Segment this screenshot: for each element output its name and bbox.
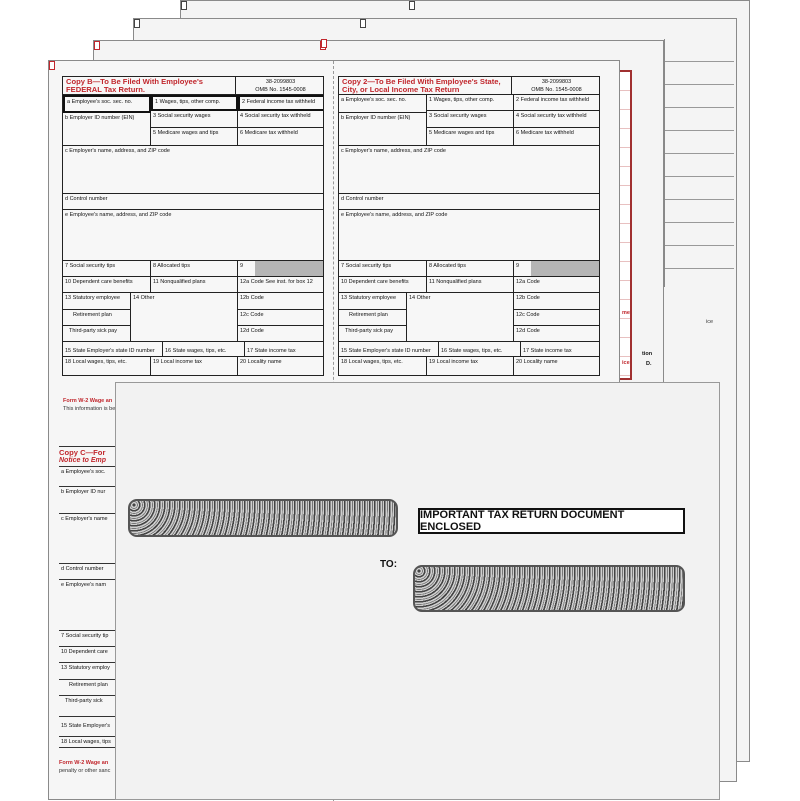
box-4[interactable]: 4 Social security tax withheld [238,111,324,128]
third-party-sick-pay[interactable]: Third-party sick pay [63,326,131,342]
box-e[interactable]: e Employee's name, address, and ZIP code [63,210,324,261]
box-3[interactable]: 3 Social security wages [427,111,514,128]
copy-c-row[interactable]: Third-party sick [59,695,119,706]
box-a[interactable]: a Employee's soc. sec. no. [339,95,427,113]
copy-c-row[interactable]: 13 Statutory employ [59,662,119,673]
copy-c-subtitle: Notice to Emp [59,457,107,464]
box-c[interactable]: c Employer's name, address, and ZIP code [339,146,600,194]
box-12c[interactable]: 12c Code [238,310,324,326]
box-10[interactable]: 10 Dependent care benefits [339,277,427,293]
box-12c[interactable]: 12c Code [514,310,600,326]
box-a[interactable]: a Employee's soc. sec. no. [63,95,151,113]
copy-c-row[interactable]: a Employee's soc. [59,466,119,477]
box-14[interactable]: 14 Other [407,293,514,342]
box-12a[interactable]: 12a Code [514,277,600,293]
box-e[interactable]: e Employee's name, address, and ZIP code [339,210,600,261]
form-footer: Form W-2 Wage an [63,398,113,404]
box-12a[interactable]: 12a Code See inst. for box 12 [238,277,324,293]
box-16[interactable]: 16 State wages, tips, etc. [163,342,245,357]
copy-c-footer: Form W-2 Wage an [59,760,109,766]
copy-c-row[interactable]: e Employee's nam [59,579,119,590]
tax-document-notice: IMPORTANT TAX RETURN DOCUMENT ENCLOSED [418,508,685,534]
copy-c-title: Copy C—For [59,446,119,457]
to-label: TO: [380,559,398,570]
box-20[interactable]: 20 Locality name [238,357,324,376]
box-5[interactable]: 5 Medicare wages and tips [151,128,238,146]
recipient-address-window [413,565,685,612]
copy-c-row[interactable]: c Employer's name [59,513,119,524]
copy-c-row[interactable]: 7 Social security tip [59,630,119,641]
copy-b-form [62,76,324,376]
box-1[interactable]: 1 Wages, tips, other comp. [427,95,514,111]
box-4[interactable]: 4 Social security tax withheld [514,111,600,128]
alignment-mark [49,61,55,70]
copy-2-form [338,76,600,376]
box-19[interactable]: 19 Local income tax [427,357,514,376]
box-9: 9 [238,261,324,277]
omb-block [512,77,600,95]
copy-c-row[interactable]: Retirement plan [59,679,119,690]
box-6[interactable]: 6 Medicare tax withheld [514,128,600,146]
alignment-mark [181,1,187,10]
security-envelope [115,382,720,800]
side-text: tion [642,351,653,357]
omb-number: OMB No. 1545-0008 [255,87,306,93]
side-text: ice [622,360,630,366]
copy-c-row[interactable]: b Employer ID nur [59,486,119,497]
box-15[interactable]: 15 State Employer's state ID number [339,342,439,357]
form-lines [664,39,734,287]
box-d[interactable]: d Control number [63,194,324,210]
form-footer-note: This information is be [63,406,116,412]
box-2[interactable]: 2 Federal income tax withheld [514,95,600,111]
copy-2-title: Copy 2—To Be Filed With Employee's State, City, or Local Income Tax Return [339,77,512,95]
box-15[interactable]: 15 State Employer's state ID number [63,342,163,357]
box-12d[interactable]: 12d Code [514,326,600,342]
box-c[interactable]: c Employer's name, address, and ZIP code [63,146,324,194]
red-form-edge [620,70,632,380]
box-7[interactable]: 7 Social security tips [339,261,427,277]
box-13[interactable]: 13 Statutory employee [339,293,407,310]
copy-b-title: Copy B—To Be Filed With Employee's FEDERAL Tax Return. [63,77,236,95]
box-10[interactable]: 10 Dependent care benefits [63,277,151,293]
side-text: me [622,310,630,316]
box-19[interactable]: 19 Local income tax [151,357,238,376]
alignment-mark [94,41,100,50]
box-2[interactable]: 2 Federal income tax withheld [238,95,324,111]
box-11[interactable]: 11 Nonqualified plans [151,277,238,293]
box-20[interactable]: 20 Locality name [514,357,600,376]
omb-number: OMB No. 1545-0008 [531,87,582,93]
box-11[interactable]: 11 Nonqualified plans [427,277,514,293]
retirement-plan[interactable]: Retirement plan [63,310,131,326]
box-3[interactable]: 3 Social security wages [151,111,238,128]
box-8[interactable]: 8 Allocated tips [151,261,238,277]
box-17[interactable]: 17 State income tax [521,342,600,357]
copy-c-row[interactable]: 10 Dependent care [59,646,119,657]
box-18[interactable]: 18 Local wages, tips, etc. [63,357,151,376]
alignment-mark [360,19,366,28]
box-b[interactable]: b Employer ID number (EIN) [63,113,151,146]
copy-c-footer-note: penalty or other sanc [59,768,111,774]
side-text: D. [646,361,652,367]
alignment-mark [134,19,140,28]
box-9: 9 [514,261,600,277]
box-5[interactable]: 5 Medicare wages and tips [427,128,514,146]
box-12b[interactable]: 12b Code [238,293,324,310]
box-7[interactable]: 7 Social security tips [63,261,151,277]
copy-c-row[interactable]: 15 State Employer's [59,716,119,731]
box-16[interactable]: 16 State wages, tips, etc. [439,342,521,357]
box-1[interactable]: 1 Wages, tips, other comp. [151,95,238,111]
copy-c-row[interactable]: d Control number [59,563,119,574]
retirement-plan[interactable]: Retirement plan [339,310,407,326]
ein-number: 38-2099803 [265,79,296,85]
box-12d[interactable]: 12d Code [238,326,324,342]
copy-c-form [59,446,119,796]
omb-block [236,77,324,95]
box-d[interactable]: d Control number [339,194,600,210]
box-18[interactable]: 18 Local wages, tips, etc. [339,357,427,376]
ein-number: 38-2099803 [541,79,572,85]
box-14[interactable]: 14 Other [131,293,238,342]
alignment-mark [321,39,327,48]
side-text: ice [706,319,714,325]
box-13[interactable]: 13 Statutory employee [63,293,131,310]
box-6[interactable]: 6 Medicare tax withheld [238,128,324,146]
box-8[interactable]: 8 Allocated tips [427,261,514,277]
alignment-mark [409,1,415,10]
third-party-sick-pay[interactable]: Third-party sick pay [339,326,407,342]
copy-c-row[interactable]: 18 Local wages, tips [59,736,119,748]
return-address-window [128,499,398,537]
box-17[interactable]: 17 State income tax [245,342,324,357]
box-b[interactable]: b Employer ID number (EIN) [339,113,427,146]
box-12b[interactable]: 12b Code [514,293,600,310]
